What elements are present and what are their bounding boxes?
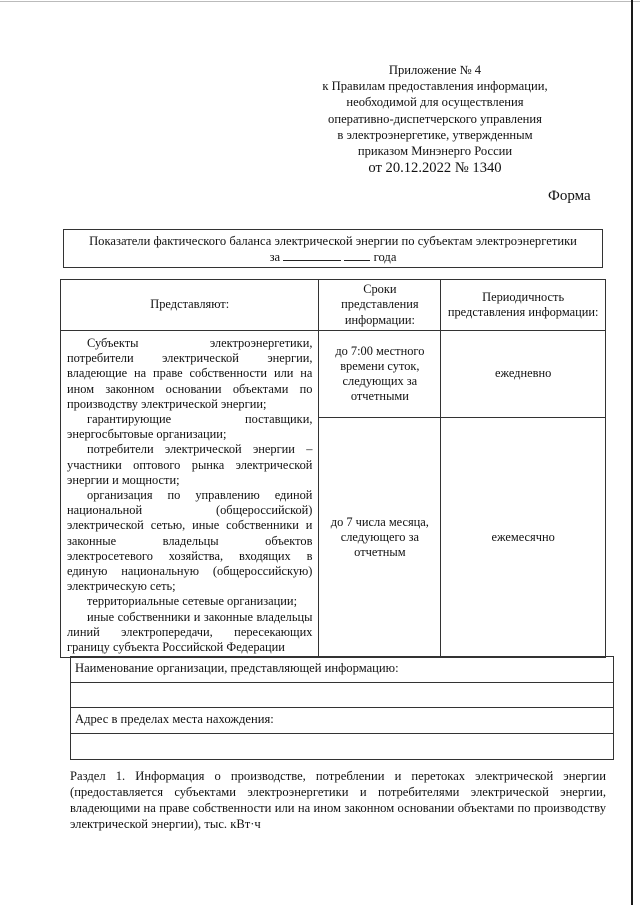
subject-item: иные собственники и законные владельцы линий электропередачи, пересекающих границу субъекта Российской Федерации [67, 609, 313, 655]
periodicity-monthly: ежемесячно [441, 418, 606, 658]
header-deadline: Сроки представления информации: [319, 280, 441, 331]
appendix-line: в электроэнергетике, утвержденным [337, 127, 533, 142]
period-blank-2[interactable] [344, 249, 370, 261]
period-goda: года [373, 250, 397, 264]
organization-info-box [70, 656, 614, 760]
period-za: за [269, 250, 281, 264]
header-periodicity: Периодичность представления информации: [441, 280, 606, 331]
period-blank-1[interactable] [283, 249, 341, 261]
org-name-label: Наименование организации, представляющей информацию: [71, 657, 613, 683]
header-submit: Представляют: [61, 280, 319, 331]
section-1-heading: Раздел 1. Информация о производстве, потреблении и перетоках электрической энергии (предоставляется субъектами электроэнергетики и потребителями электрической энергии, владеющими на праве собственности или на ином законном основании объектами по производству электрической энергии), тыс. кВт·ч [70, 769, 606, 831]
scan-edge-right [631, 0, 633, 905]
org-name-field[interactable] [71, 683, 613, 709]
deadline-monthly: до 7 числа месяца, следующего за отчетным [319, 418, 441, 658]
address-label: Адрес в пределах места нахождения: [71, 708, 613, 734]
period-line [64, 249, 602, 265]
subject-item: гарантирующие поставщики, энергосбытовые организации; [67, 412, 313, 442]
subject-item: потребители электрической энергии – участники оптового рынка электрической энергии и мощности; [67, 442, 313, 487]
appendix-line: оперативно-диспетчерского управления [328, 111, 542, 126]
appendix-line: необходимой для осуществления [346, 95, 524, 110]
subject-item: территориальные сетевые организации; [87, 594, 298, 609]
subject-item: Субъекты электроэнергетики, потребители электрической энергии, владеющие на праве собственности или на ином законном основании объектами по производству электрической энергии; [67, 336, 313, 411]
order-date-number: от 20.12.2022 № 1340 [368, 160, 502, 177]
appendix-line: приказом Минэнерго России [357, 144, 513, 159]
submission-table [60, 279, 606, 658]
table-row [61, 331, 606, 418]
appendix-line: к Правилам предоставления информации, [322, 79, 548, 94]
deadline-daily: до 7:00 местного времени суток, следующих за отчетными [319, 331, 441, 418]
form-title: Показатели фактического баланса электрической энергии по субъектам электроэнергетики [89, 234, 577, 248]
form-label: Форма [548, 188, 591, 204]
subjects-cell [61, 331, 319, 658]
scan-edge-top [0, 1, 640, 2]
section-1 [70, 768, 606, 832]
address-field[interactable] [71, 734, 613, 760]
periodicity-daily: ежедневно [441, 331, 606, 418]
subject-item: организация по управлению единой национальной (общероссийской) электрической сетью, иные собственники и законные владельцы объектов электросетевого хозяйства, входящих в единую национальную (общероссийскую) электрическую сеть; [67, 488, 313, 594]
appendix-number: Приложение № 4 [388, 63, 482, 77]
appendix-header [300, 62, 570, 178]
form-title-box [63, 229, 603, 268]
table-header-row [61, 280, 606, 331]
